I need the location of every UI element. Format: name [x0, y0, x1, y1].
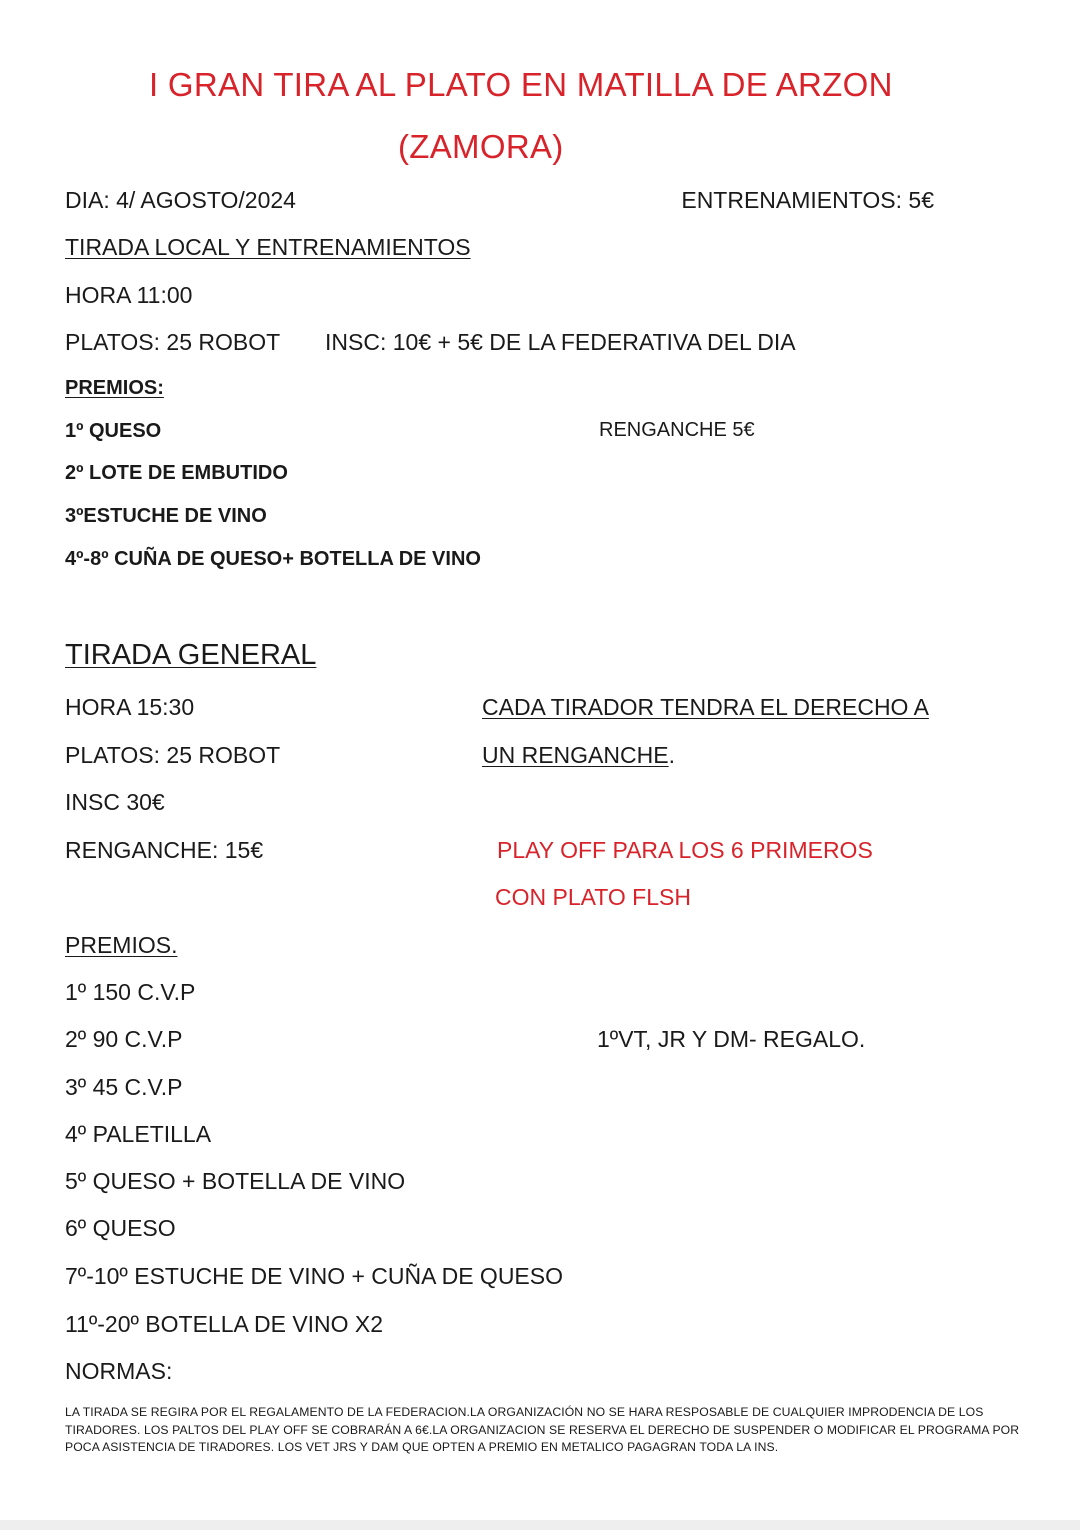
general-prize-5: 5º QUESO + BOTELLA DE VINO: [65, 1168, 406, 1194]
general-heading: TIRADA GENERAL: [65, 639, 317, 671]
local-plates: PLATOS: 25 ROBOT: [65, 329, 281, 355]
general-inscription: INSC 30€: [65, 789, 165, 815]
category-prize: 1ºVT, JR Y DM- REGALO.: [597, 1026, 866, 1052]
general-prize-2: 2º 90 C.V.P: [65, 1026, 183, 1052]
rules-text: LA TIRADA SE REGIRA POR EL REGALAMENTO DE LA FEDERACION.LA ORGANIZACIÓN NO SE HARA RESPOSABLE DE CUALQUIER IMPRODENCIA DE LOS TIRADORES. LOS PALTOS DEL PLAY OFF SE COBRARÁN A 6€.LA ORGANIZACION SE RESERVA EL DERECHO DE SUSPENDER O MODIFICAR EL PROGRAMA POR POCA ASISTENCIA DE TIRADORES. LOS VET JRS Y DAM QUE OPTEN A PREMIO EN METALICO PAGAGRAN TODA LA INS.: [65, 1405, 1020, 1454]
playoff-line-1: PLAY OFF PARA LOS 6 PRIMEROS: [497, 837, 873, 863]
local-prizes-heading: PREMIOS:: [65, 377, 164, 399]
general-note-line-2: UN RENGANCHE: [482, 742, 669, 768]
general-note-line-2-wrap: [482, 744, 675, 767]
bottom-strip: [0, 1520, 1080, 1530]
general-plates: PLATOS: 25 ROBOT: [65, 742, 281, 768]
rules-heading: NORMAS:: [65, 1358, 173, 1384]
local-inscription: INSC: 10€ + 5€ DE LA FEDERATIVA DEL DIA: [325, 329, 796, 355]
general-note-line-1: CADA TIRADOR TENDRA EL DERECHO A: [482, 694, 929, 720]
general-prizes-heading: PREMIOS.: [65, 932, 178, 958]
general-prize-8: 11º-20º BOTELLA DE VINO X2: [65, 1311, 384, 1337]
general-prize-4: 4º PALETILLA: [65, 1121, 212, 1147]
playoff-line-2: CON PLATO FLSH: [495, 884, 691, 910]
local-prize-1: 1º QUESO: [65, 420, 162, 442]
general-renganche: RENGANCHE: 15€: [65, 837, 264, 863]
title-line-2: (ZAMORA): [398, 128, 564, 165]
general-prize-7: 7º-10º ESTUCHE DE VINO + CUÑA DE QUESO: [65, 1263, 564, 1289]
general-prize-3: 3º 45 C.V.P: [65, 1074, 183, 1100]
general-prize-1: 1º 150 C.V.P: [65, 979, 196, 1005]
local-renganche: RENGANCHE 5€: [599, 419, 755, 441]
training-price: ENTRENAMIENTOS: 5€: [681, 187, 934, 213]
local-heading: TIRADA LOCAL Y ENTRENAMIENTOS: [65, 234, 471, 260]
general-time: HORA 15:30: [65, 694, 195, 720]
local-prize-4: 4º-8º CUÑA DE QUESO+ BOTELLA DE VINO: [65, 548, 481, 570]
event-date: DIA: 4/ AGOSTO/2024: [65, 187, 296, 213]
local-prize-3: 3ºESTUCHE DE VINO: [65, 505, 267, 527]
general-prize-6: 6º QUESO: [65, 1215, 176, 1241]
title-line-1: I GRAN TIRA AL PLATO EN MATILLA DE ARZON: [149, 66, 893, 103]
local-time: HORA 11:00: [65, 282, 193, 308]
local-prize-2: 2º LOTE DE EMBUTIDO: [65, 462, 288, 484]
general-note-period: .: [668, 742, 675, 768]
